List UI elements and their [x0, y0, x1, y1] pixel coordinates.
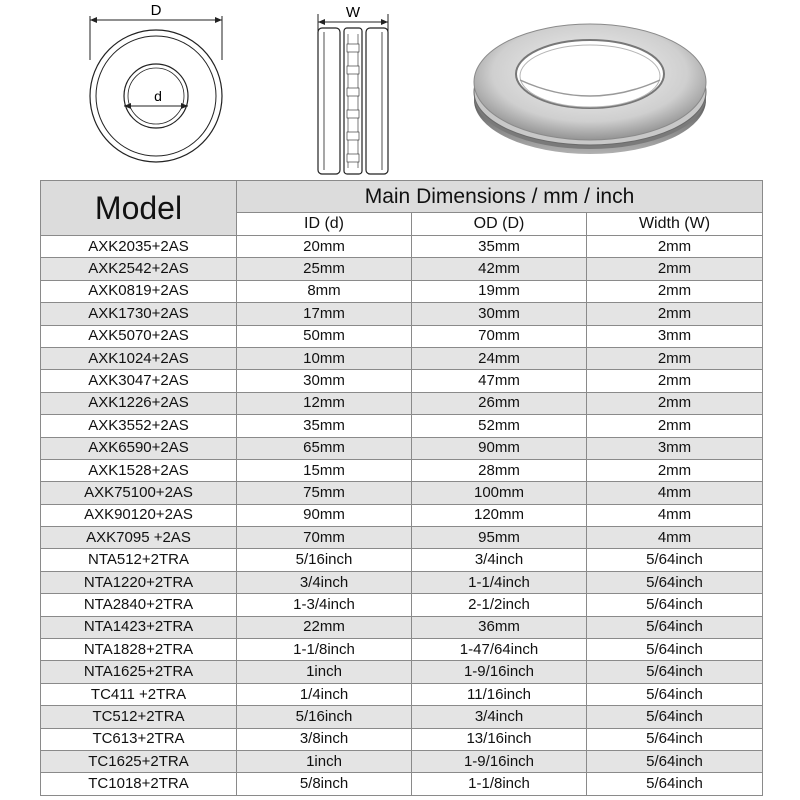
width-label: W: [345, 4, 361, 21]
width-cell: 5/64inch: [587, 571, 763, 593]
id-cell: 90mm: [237, 504, 412, 526]
table-row: [41, 594, 763, 616]
table-row: [41, 706, 763, 728]
width-cell: 2mm: [587, 459, 763, 481]
side-view-drawing: [318, 4, 388, 174]
model-cell: AXK1226+2AS: [41, 392, 237, 414]
width-cell: 5/64inch: [587, 549, 763, 571]
model-cell: AXK3047+2AS: [41, 370, 237, 392]
table-row: [41, 773, 763, 795]
od-cell: 95mm: [412, 527, 587, 549]
od-label: D: [150, 2, 162, 19]
id-cell: 75mm: [237, 482, 412, 504]
model-cell: TC411 +2TRA: [41, 683, 237, 705]
table-row: [41, 415, 763, 437]
bearing-diagrams: [0, 0, 800, 180]
table-row: [41, 549, 763, 571]
width-cell: 2mm: [587, 236, 763, 258]
id-cell: 70mm: [237, 527, 412, 549]
model-cell: NTA1220+2TRA: [41, 571, 237, 593]
id-cell: 10mm: [237, 347, 412, 369]
od-cell: 120mm: [412, 504, 587, 526]
width-cell: 5/64inch: [587, 773, 763, 795]
bearing-photo: [474, 24, 706, 154]
width-cell: 3mm: [587, 325, 763, 347]
width-cell: 2mm: [587, 370, 763, 392]
width-cell: 5/64inch: [587, 728, 763, 750]
table-row: [41, 370, 763, 392]
width-cell: 5/64inch: [587, 661, 763, 683]
width-cell: 3mm: [587, 437, 763, 459]
table-row: [41, 728, 763, 750]
model-cell: NTA512+2TRA: [41, 549, 237, 571]
id-cell: 3/8inch: [237, 728, 412, 750]
model-cell: AXK90120+2AS: [41, 504, 237, 526]
model-cell: TC613+2TRA: [41, 728, 237, 750]
model-cell: NTA2840+2TRA: [41, 594, 237, 616]
table-body: [41, 236, 763, 796]
id-cell: 20mm: [237, 236, 412, 258]
model-cell: AXK1024+2AS: [41, 347, 237, 369]
id-cell: 1-3/4inch: [237, 594, 412, 616]
id-cell: 1-1/8inch: [237, 639, 412, 661]
model-cell: AXK6590+2AS: [41, 437, 237, 459]
table-row: [41, 504, 763, 526]
width-cell: 5/64inch: [587, 750, 763, 772]
width-cell: 5/64inch: [587, 594, 763, 616]
model-cell: AXK0819+2AS: [41, 280, 237, 302]
od-cell: 28mm: [412, 459, 587, 481]
od-cell: 42mm: [412, 258, 587, 280]
od-cell: 11/16inch: [412, 683, 587, 705]
id-cell: 25mm: [237, 258, 412, 280]
id-cell: 50mm: [237, 325, 412, 347]
od-cell: 52mm: [412, 415, 587, 437]
od-cell: 1-9/16inch: [412, 750, 587, 772]
model-cell: AXK2542+2AS: [41, 258, 237, 280]
od-cell: 26mm: [412, 392, 587, 414]
id-cell: 8mm: [237, 280, 412, 302]
model-cell: AXK7095 +2AS: [41, 527, 237, 549]
od-cell: 30mm: [412, 303, 587, 325]
width-cell: 2mm: [587, 415, 763, 437]
model-cell: AXK75100+2AS: [41, 482, 237, 504]
id-cell: 1/4inch: [237, 683, 412, 705]
od-cell: 1-1/4inch: [412, 571, 587, 593]
model-cell: NTA1423+2TRA: [41, 616, 237, 638]
model-cell: AXK5070+2AS: [41, 325, 237, 347]
width-cell: 2mm: [587, 392, 763, 414]
id-cell: 22mm: [237, 616, 412, 638]
id-column-header: ID (d): [237, 213, 412, 236]
model-cell: TC1625+2TRA: [41, 750, 237, 772]
model-cell: TC1018+2TRA: [41, 773, 237, 795]
table-row: [41, 258, 763, 280]
width-cell: 2mm: [587, 347, 763, 369]
od-cell: 100mm: [412, 482, 587, 504]
table-row: [41, 683, 763, 705]
od-cell: 13/16inch: [412, 728, 587, 750]
width-column-header: Width (W): [587, 213, 763, 236]
model-cell: AXK1730+2AS: [41, 303, 237, 325]
table-row: [41, 392, 763, 414]
table-row: [41, 459, 763, 481]
od-cell: 1-1/8inch: [412, 773, 587, 795]
id-cell: 3/4inch: [237, 571, 412, 593]
table-row: [41, 437, 763, 459]
width-cell: 4mm: [587, 527, 763, 549]
od-cell: 3/4inch: [412, 706, 587, 728]
table-row: [41, 639, 763, 661]
od-cell: 3/4inch: [412, 549, 587, 571]
od-cell: 70mm: [412, 325, 587, 347]
table-row: [41, 325, 763, 347]
model-cell: AXK2035+2AS: [41, 236, 237, 258]
od-cell: 35mm: [412, 236, 587, 258]
table-row: [41, 482, 763, 504]
width-cell: 4mm: [587, 504, 763, 526]
id-cell: 1inch: [237, 661, 412, 683]
table-row: [41, 661, 763, 683]
width-cell: 5/64inch: [587, 706, 763, 728]
id-cell: 1inch: [237, 750, 412, 772]
model-cell: NTA1828+2TRA: [41, 639, 237, 661]
od-cell: 1-9/16inch: [412, 661, 587, 683]
width-cell: 4mm: [587, 482, 763, 504]
model-header: Model: [41, 181, 237, 236]
model-cell: AXK1528+2AS: [41, 459, 237, 481]
width-cell: 2mm: [587, 303, 763, 325]
model-cell: NTA1625+2TRA: [41, 661, 237, 683]
table-row: [41, 527, 763, 549]
od-cell: 36mm: [412, 616, 587, 638]
id-cell: 12mm: [237, 392, 412, 414]
table-row: [41, 750, 763, 772]
id-cell: 5/8inch: [237, 773, 412, 795]
width-cell: 2mm: [587, 258, 763, 280]
dimensions-table: [40, 180, 763, 796]
table-row: [41, 303, 763, 325]
table-row: [41, 616, 763, 638]
width-cell: 5/64inch: [587, 616, 763, 638]
od-cell: 19mm: [412, 280, 587, 302]
width-cell: 2mm: [587, 280, 763, 302]
id-cell: 5/16inch: [237, 706, 412, 728]
table-row: [41, 347, 763, 369]
table-row: [41, 571, 763, 593]
id-cell: 30mm: [237, 370, 412, 392]
width-cell: 5/64inch: [587, 683, 763, 705]
od-cell: 47mm: [412, 370, 587, 392]
od-column-header: OD (D): [412, 213, 587, 236]
od-cell: 1-47/64inch: [412, 639, 587, 661]
main-dimensions-header: Main Dimensions / mm / inch: [237, 181, 763, 213]
width-cell: 5/64inch: [587, 639, 763, 661]
id-cell: 5/16inch: [237, 549, 412, 571]
id-cell: 17mm: [237, 303, 412, 325]
model-cell: AXK3552+2AS: [41, 415, 237, 437]
model-cell: TC512+2TRA: [41, 706, 237, 728]
table-row: [41, 236, 763, 258]
od-cell: 24mm: [412, 347, 587, 369]
od-cell: 2-1/2inch: [412, 594, 587, 616]
id-cell: 65mm: [237, 437, 412, 459]
id-label: d: [154, 88, 162, 104]
id-cell: 15mm: [237, 459, 412, 481]
id-cell: 35mm: [237, 415, 412, 437]
front-view-drawing: [90, 2, 222, 162]
table-row: [41, 280, 763, 302]
od-cell: 90mm: [412, 437, 587, 459]
